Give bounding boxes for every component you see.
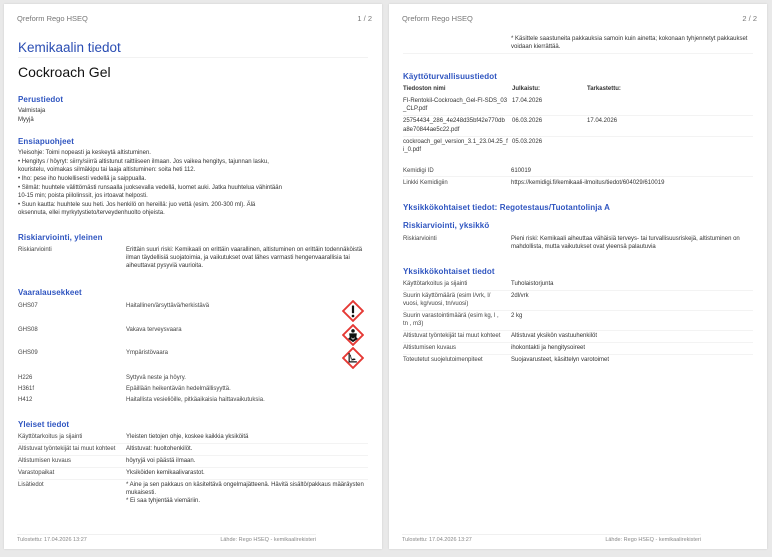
hazard-code: GHS09 xyxy=(18,350,38,357)
extra-info-line: * Ei saa tyhjentää viemäriin. xyxy=(126,498,201,505)
h-text: Syttyvä neste ja höyry. xyxy=(126,374,186,381)
h-code: H412 xyxy=(18,396,33,403)
section-title-general: Yleiset tiedot xyxy=(18,419,70,429)
file-link[interactable]: 25754434_286_4e248d35bf42e770dba8e70844ae5c22.pdf xyxy=(403,115,512,136)
page-content xyxy=(18,40,368,507)
hazard-statement-row xyxy=(18,395,368,406)
page-header xyxy=(17,14,372,23)
first-aid-line: Yleisohje: Toimi nopeasti ja keskeytä altistuminen. xyxy=(18,150,151,157)
manufacturer-label: Valmistaja xyxy=(18,108,46,114)
row-label: Suurin käyttömäärä (esim l/vrk, l/ vuosi, kg/vuosi, tn/vuosi) xyxy=(403,292,491,308)
column-header-checked: Tarkastettu: xyxy=(587,86,621,93)
page-header xyxy=(402,14,757,23)
row-value: Altistuvat: huoltohenkilöt. xyxy=(126,445,193,452)
app-name: Qreform Rego HSEQ xyxy=(17,14,88,23)
unit-row xyxy=(403,311,753,331)
general-row xyxy=(18,468,368,480)
column-header-published: Julkaistu: xyxy=(512,86,541,93)
file-link[interactable]: FI-Rentokil-Cockroach_Gel-FI-SDS_03_CLP.pdf xyxy=(403,95,512,115)
environment-pictogram-icon xyxy=(342,347,364,369)
risk-label: Riskiarviointi xyxy=(18,247,52,254)
row-label: Riskiarviointi xyxy=(403,235,437,242)
row-label: Käyttötarkoitus ja sijainti xyxy=(18,433,83,440)
row-label: Kemidigi ID xyxy=(403,167,434,174)
row-value: ihokontakti ja hengitysoireet xyxy=(511,345,586,352)
page-footer xyxy=(17,534,316,543)
row-label: Toteutetut suojelutoimenpiteet xyxy=(403,357,483,364)
seller-label: Myyjä xyxy=(18,116,34,123)
h-text: Epäillään heikentävän hedelmällisyyttä. xyxy=(126,385,231,392)
h-code: H361f xyxy=(18,385,35,392)
sds-files-table xyxy=(403,84,753,156)
risk-general-row xyxy=(18,245,368,272)
row-label: Altistuvat työntekijät tai muut kohteet xyxy=(403,333,501,340)
first-aid-line: • Iho: pese iho huolellisesti vedellä ja saippualla. xyxy=(18,175,147,182)
general-row xyxy=(18,456,368,468)
printed-timestamp: Tulostettu: 17.04.2026 13:27 xyxy=(17,537,87,543)
section-title-unit-risk: Riskiarviointi, yksikkö xyxy=(403,221,490,231)
row-value: Yksiköiden kemikaalivarastot. xyxy=(126,470,205,477)
row-value: Yleisten tietojen ohje, koskee kaikkia yksiköitä xyxy=(126,433,249,440)
checked-date xyxy=(587,95,753,115)
row-value: höyryjä voi päästä ilmaan. xyxy=(126,458,196,465)
hazard-text: Ympäristövaara xyxy=(126,350,169,357)
table-header-row xyxy=(403,84,753,95)
section-title-first-aid: Ensiapuohjeet xyxy=(18,137,74,147)
first-aid-line: • Silmät: huuhtele välittömästi runsaalla juoksevalla vedellä, luomet auki. Jatka huuhtelua vähintään xyxy=(18,184,282,191)
page-footer xyxy=(402,534,701,543)
kemidigi-link-row xyxy=(403,177,753,188)
unit-row xyxy=(403,291,753,311)
published-date: 17.04.2026 xyxy=(512,95,587,115)
app-name: Qreform Rego HSEQ xyxy=(402,14,473,23)
hazard-pictogram-row xyxy=(18,324,368,348)
hazard-statements xyxy=(18,373,368,406)
row-value: Altistuvat yksikön vastuuhenkilöt xyxy=(511,333,598,340)
hazard-text: Haitallinen/ärsyttävä/herkistävä xyxy=(126,303,210,310)
hazard-code: GHS07 xyxy=(18,303,38,310)
row-label: Linkki Kemidigiin xyxy=(403,179,448,186)
row-label: Altistumisen kuvaus xyxy=(403,345,457,352)
general-continued-row xyxy=(403,34,753,54)
column-header-file-name: Tiedoston nimi xyxy=(403,86,446,93)
first-aid-line: 10-15 min; poista piilolinssit, jos irtoavat helposti. xyxy=(18,193,148,200)
document-page-1 xyxy=(4,4,382,549)
source-label: Lähde: Rego HSEQ - kemikaalirekisteri xyxy=(220,537,316,543)
kemidigi-id-value: 610019 xyxy=(511,167,532,174)
h-code: H226 xyxy=(18,374,33,381)
chemical-name: Cockroach Gel xyxy=(18,64,111,80)
document-title: Kemikaalin tiedot xyxy=(18,40,368,58)
extra-info-line: * Aine ja sen pakkaus on käsiteltävä ongelmajätteenä. Hävitä sisältö/pakkaus määräysten xyxy=(126,482,364,489)
row-value: Pieni riski: Kemikaali aiheuttaa vähäisiä terveys- tai turvallisuusriskejä, altistuminen on mahdollista, mutta vaikutukset ovat yleensä palautuvia xyxy=(511,235,740,250)
table-row xyxy=(403,136,753,156)
source-label: Lähde: Rego HSEQ - kemikaalirekisteri xyxy=(605,537,701,543)
page-content xyxy=(403,34,753,366)
hazard-text: Vakava terveysvaara xyxy=(126,326,182,333)
section-title-hazards: Vaaralausekkeet xyxy=(18,288,82,298)
first-aid-line: • Suun kautta: huuhtele suu heti. Jos henkilö on hereillä: juo vettä (esim. 200-300 ml). Älä xyxy=(18,201,256,208)
health-hazard-pictogram-icon xyxy=(342,324,364,346)
row-label: Suurin varastointimäärä (esim kg, l , tn , m3) xyxy=(403,313,499,328)
hazard-pictogram-row xyxy=(18,347,368,371)
hazard-statement-row xyxy=(18,384,368,395)
row-label: Lisätiedot xyxy=(18,482,44,489)
printed-timestamp: Tulostettu: 17.04.2026 13:27 xyxy=(402,537,472,543)
table-row xyxy=(403,95,753,115)
h-text: Haitallista vesieliöille, pitkäaikaisia haittavaikutuksia. xyxy=(126,396,265,403)
row-value: 2 kg xyxy=(511,313,523,320)
first-aid-line: • Hengitys / höyryt: siirry/siirrä altistunut raittiiseen ilmaan. Jos vaikea hengitys, tajunnan lasku, xyxy=(18,158,269,165)
general-row xyxy=(18,432,368,444)
general-row xyxy=(18,444,368,456)
row-label: Altistuvat työntekijät tai muut kohteet xyxy=(18,445,116,452)
empty-label xyxy=(403,35,511,51)
row-value: 2dl/vrk xyxy=(511,292,529,299)
table-row xyxy=(403,115,753,136)
unit-row xyxy=(403,343,753,355)
document-page-2 xyxy=(389,4,767,549)
extra-info-line: mukaisesti. xyxy=(126,490,157,497)
unit-risk-row xyxy=(403,233,753,252)
unit-row xyxy=(403,331,753,343)
row-label: Altistumisen kuvaus xyxy=(18,458,72,465)
first-aid-line: oksennuta, ellei myrkytystieto/terveydenhuolto ohjeista. xyxy=(18,210,165,217)
row-value xyxy=(126,481,368,505)
section-title-risk-general: Riskiarviointi, yleinen xyxy=(18,232,103,242)
general-row xyxy=(18,480,368,507)
hazard-pictogram-row xyxy=(18,300,368,324)
section-title-unit-info: Yksikkökohtaiset tiedot xyxy=(403,266,495,276)
checked-date: 17.04.2026 xyxy=(587,115,753,136)
published-date: 06.03.2026 xyxy=(512,115,587,136)
first-aid-text xyxy=(18,149,368,218)
section-title-unit: Yksikkökohtaiset tiedot: Regotestaus/Tuotantolinja A xyxy=(403,203,611,213)
page-number: 1 / 2 xyxy=(357,14,372,23)
row-value: Suojavarusteet, käsittelyn varotoimet xyxy=(511,357,610,364)
section-title-sds: Käyttöturvallisuustiedot xyxy=(403,72,497,82)
unit-row xyxy=(403,355,753,366)
published-date: 05.03.2026 xyxy=(512,139,543,146)
unit-row xyxy=(403,279,753,291)
kemidigi-id-row xyxy=(403,165,753,177)
section-title-basic: Perustiedot xyxy=(18,95,64,104)
kemidigi-link[interactable]: https://kemidigi.fi/kemikaali-ilmoitus/tiedot/604029/610019 xyxy=(511,179,665,186)
exclamation-mark-pictogram-icon xyxy=(342,300,364,322)
risk-value: Erittäin suuri riski: Kemikaali on erittäin vaarallinen, altistuminen on erittäin todennäköistä ilman täydellisiä suojatoimia, ja vaikutukset ovat lähes varmasti hengenvaarallisia tai aiheuttavat pysyviä vaurioita. xyxy=(126,247,363,270)
file-link[interactable]: cockroach_gel_version_3.1_23.04.25_fi_0.pdf xyxy=(403,139,508,154)
page-number: 2 / 2 xyxy=(742,14,757,23)
row-label: Käyttötarkoitus ja sijainti xyxy=(403,280,468,287)
extra-info-continued: * Käsittele saastuneita pakkauksia samoin kuin ainetta; kokonaan tyhjennetyt pakkaukset voidaan kierrättää. xyxy=(511,36,748,51)
row-value: Tuholaistorjunta xyxy=(511,280,554,287)
hazard-code: GHS08 xyxy=(18,326,38,333)
checked-date xyxy=(587,136,753,156)
row-label: Varastopaikat xyxy=(18,470,55,477)
first-aid-line: kouristelu, voimakas silmäkipu tai laaja altistuminen: soita heti 112. xyxy=(18,167,196,174)
hazard-statement-row xyxy=(18,373,368,384)
